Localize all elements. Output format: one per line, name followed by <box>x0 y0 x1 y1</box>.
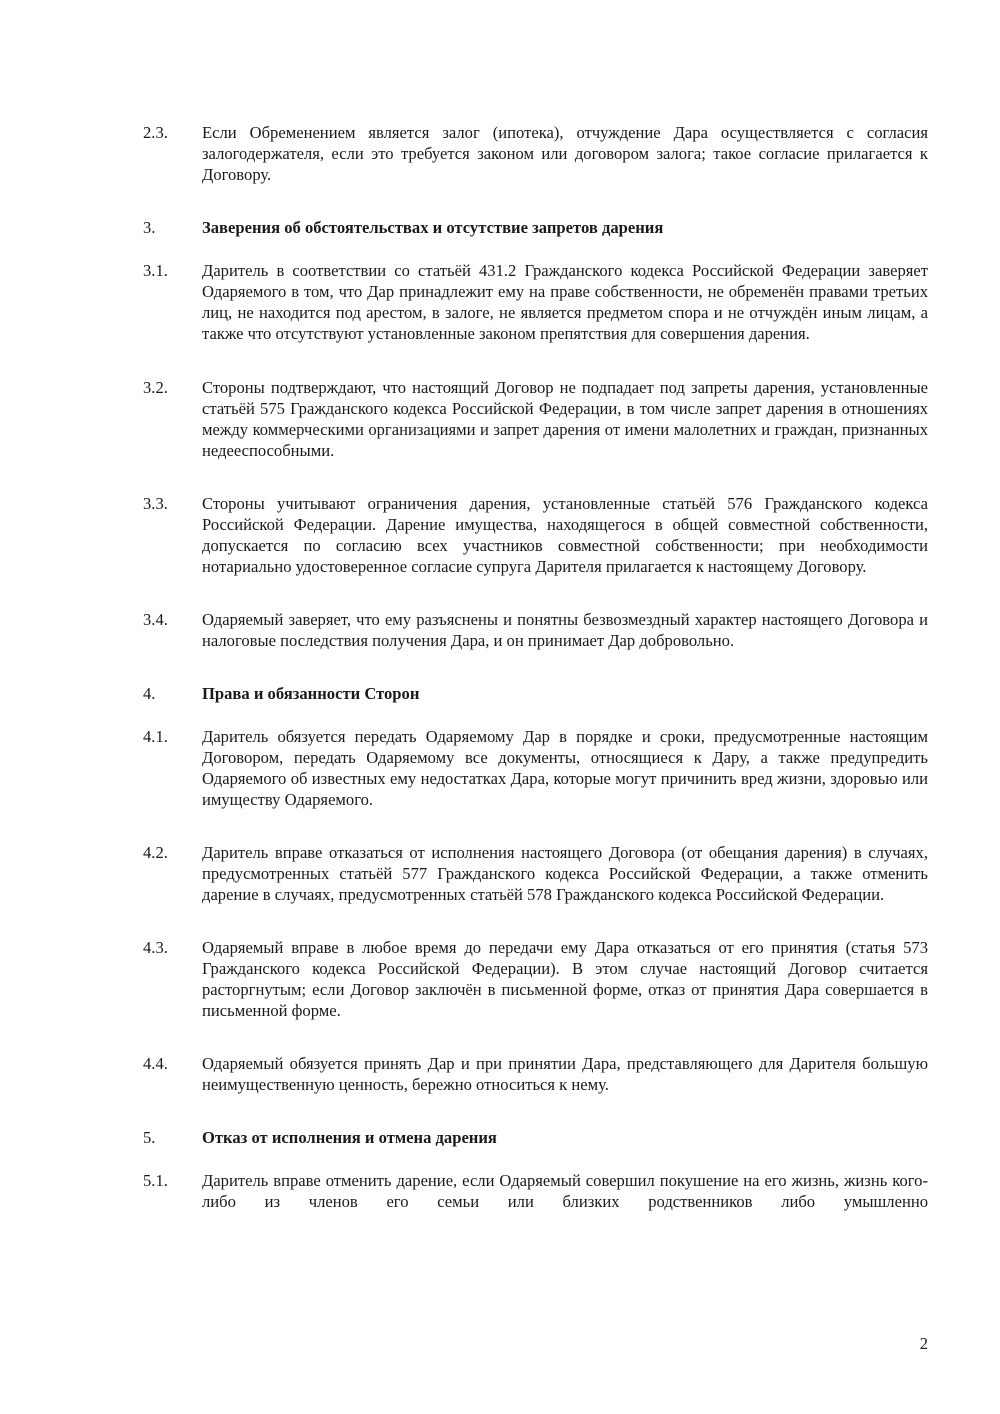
section-title: Права и обязанности Сторон <box>202 684 420 703</box>
section-number: 4. <box>143 684 156 703</box>
clause-text: Даритель в соответствии со статьёй 431.2 Гражданского кодекса Российской Федерации заверяет Одаряемого в том, что Дар принадлежит ему на праве собственности, не обременён правами третьих лиц, не находится под арестом, в залоге, не является предметом спора и не отчуждён иным лицам, а также что отсутствуют установленные законом препятствия для совершения дарения. <box>202 261 928 343</box>
clause-number: 4.4. <box>143 1054 168 1073</box>
clause-text: Даритель обязуется передать Одаряемому Дар в порядке и сроки, предусмотренные настоящим Договором, передать Одаряемому все документы, относящиеся к Дару, а также предупредить Одаряемого об известных ему недостатках Дара, которые могут причинить вред жизни, здоровью или имуществу Одаряемого. <box>202 727 928 809</box>
clause-number: 3.4. <box>143 610 168 629</box>
clause-text: Если Обременением является залог (ипотека), отчуждение Дара осуществляется с согласия залогодержателя, если это требуется законом или договором залога; такое согласие прилагается к Договору. <box>202 123 928 184</box>
clause-text: Даритель вправе отменить дарение, если Одаряемый совершил покушение на его жизнь, жизнь кого-либо из членов его семьи или близких родственников либо умышленно <box>202 1171 928 1211</box>
clause-3-4 <box>143 609 928 651</box>
section-title: Заверения об обстоятельствах и отсутствие запретов дарения <box>202 218 664 237</box>
clause-4-3 <box>143 937 928 1021</box>
clause-number: 3.1. <box>143 261 168 280</box>
clause-text: Стороны подтверждают, что настоящий Договор не подпадает под запреты дарения, установленные статьёй 575 Гражданского кодекса Российской Федерации, в том числе запрет дарения в отношениях между коммерческими организациями и запрет дарения от имени малолетних и граждан, признанных недееспособными. <box>202 378 928 460</box>
clause-number: 2.3. <box>143 123 168 142</box>
clause-3-2 <box>143 377 928 461</box>
clause-text: Одаряемый заверяет, что ему разъяснены и понятны безвозмездный характер настоящего Договора и налоговые последствия получения Дара, и он принимает Дар добровольно. <box>202 610 928 650</box>
document-body <box>143 122 928 1212</box>
clause-3-3 <box>143 493 928 577</box>
clause-4-4 <box>143 1053 928 1095</box>
section-5-heading <box>143 1127 928 1148</box>
clause-text: Даритель вправе отказаться от исполнения настоящего Договора (от обещания дарения) в случаях, предусмотренных статьёй 577 Гражданского кодекса Российской Федерации, а также отменить дарение в случаях, предусмотренных статьёй 578 Гражданского кодекса Российской Федерации. <box>202 843 928 904</box>
clause-number: 4.2. <box>143 843 168 862</box>
section-title: Отказ от исполнения и отмена дарения <box>202 1128 497 1147</box>
clause-number: 4.1. <box>143 727 168 746</box>
clause-number: 3.3. <box>143 494 168 513</box>
clause-3-1 <box>143 260 928 344</box>
section-number: 5. <box>143 1128 156 1147</box>
clause-text: Стороны учитывают ограничения дарения, установленные статьёй 576 Гражданского кодекса Российской Федерации. Дарение имущества, находящегося в общей совместной собственности, допускается по согласию всех участников совместной собственности; при необходимости нотариально удостоверенное согласие супруга Дарителя прилагается к настоящему Договору. <box>202 494 928 576</box>
clause-number: 3.2. <box>143 378 168 397</box>
clause-number: 4.3. <box>143 938 168 957</box>
section-3-heading <box>143 217 928 238</box>
section-number: 3. <box>143 218 156 237</box>
clause-number: 5.1. <box>143 1171 168 1190</box>
clause-text: Одаряемый вправе в любое время до передачи ему Дара отказаться от его принятия (статья 573 Гражданского кодекса Российской Федерации). В этом случае настоящий Договор считается расторгнутым; если Договор заключён в письменной форме, отказ от принятия Дара совершается в письменной форме. <box>202 938 928 1020</box>
clause-4-2 <box>143 842 928 905</box>
clause-text: Одаряемый обязуется принять Дар и при принятии Дара, представляющего для Дарителя большую неимущественную ценность, бережно относиться к нему. <box>202 1054 928 1094</box>
clause-5-1 <box>143 1170 928 1212</box>
clause-2-3 <box>143 122 928 185</box>
clause-4-1 <box>143 726 928 810</box>
page-number: 2 <box>919 1334 928 1353</box>
section-4-heading <box>143 683 928 704</box>
